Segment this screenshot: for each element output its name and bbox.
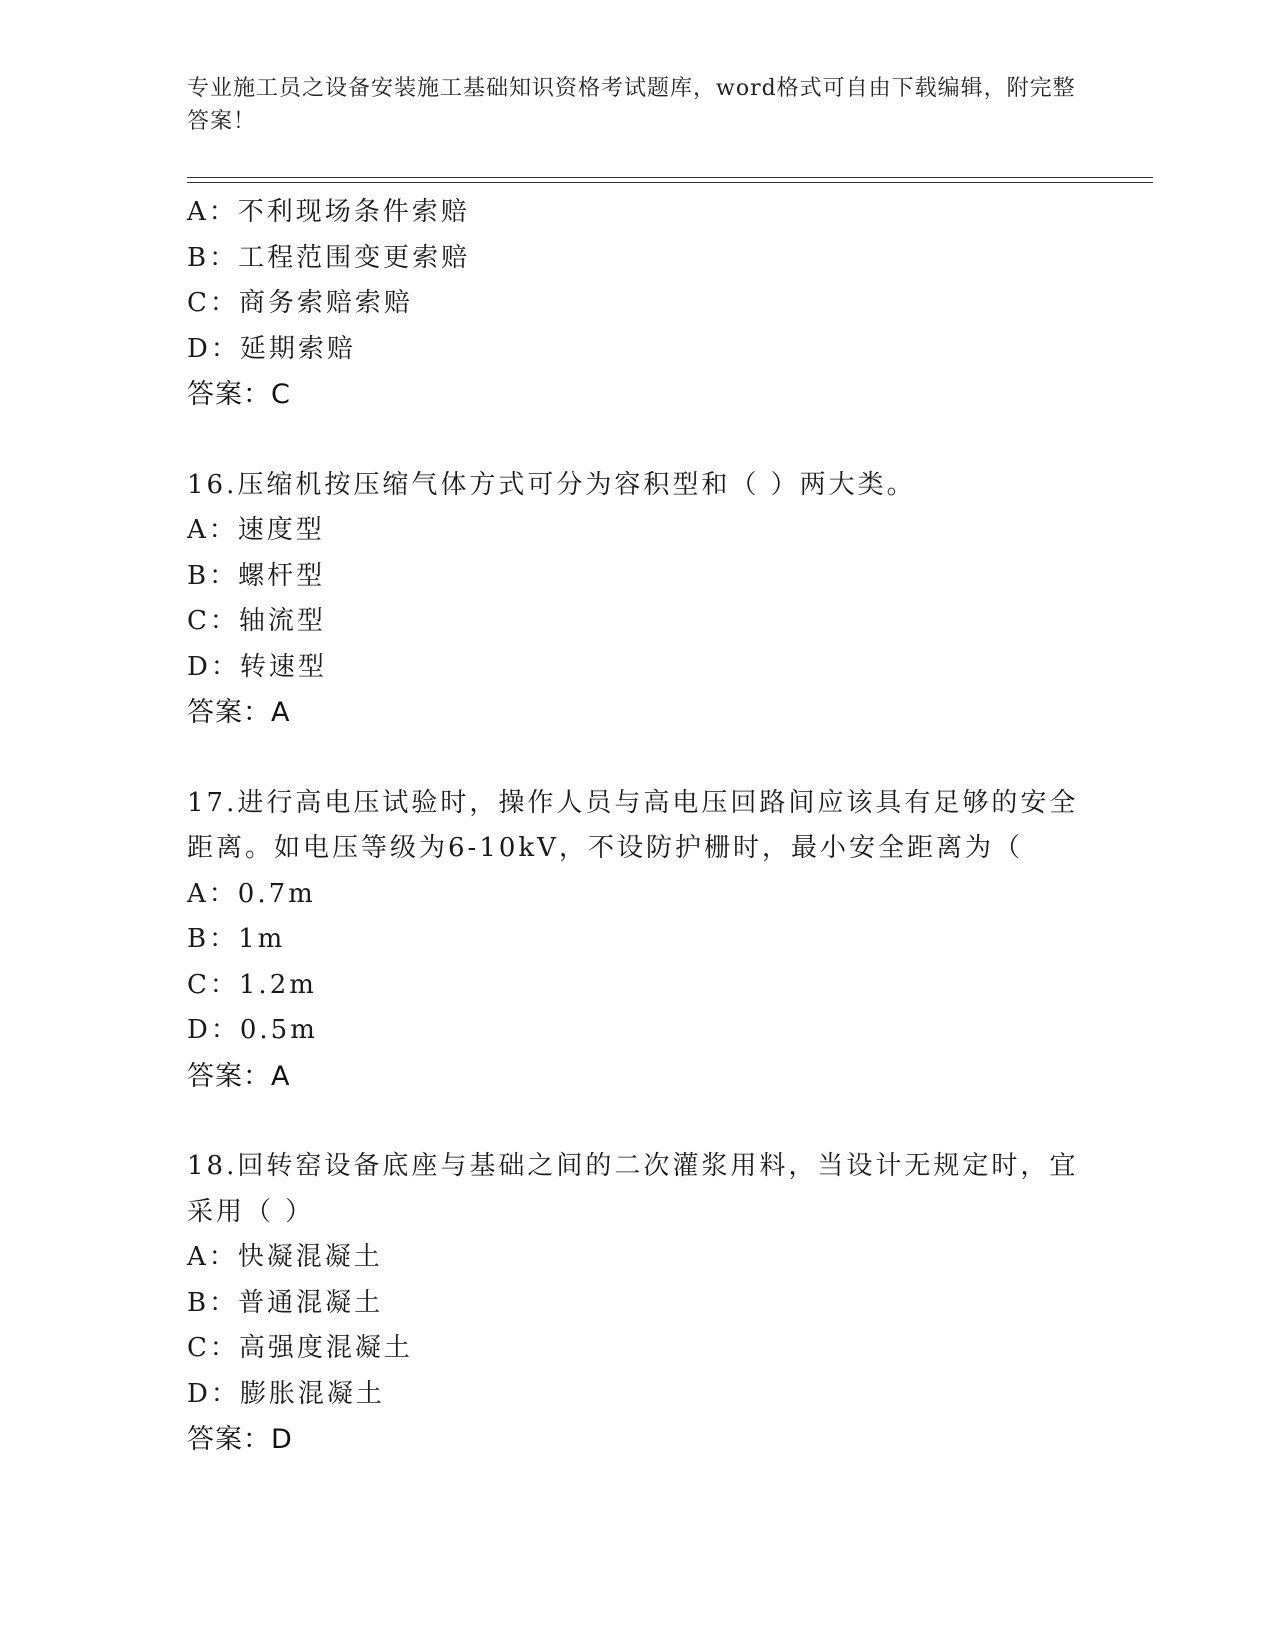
option-a: A：不利现场条件索赔 — [187, 197, 470, 227]
option-a: A：速度型 — [187, 515, 325, 545]
option-c: C：商务索赔索赔 — [187, 288, 413, 318]
block-spacer — [187, 1099, 1087, 1144]
option-b: B：螺杆型 — [187, 560, 326, 591]
option-d: D：转速型 — [187, 651, 327, 682]
option-d: D：膨胀混凝土 — [187, 1378, 385, 1409]
question-list — [187, 190, 1087, 1463]
option-b: B：普通混凝土 — [187, 1287, 384, 1318]
question-text: 18.回转窑设备底座与基础之间的二次灌浆用料，当设计无规定时，宜采用（ ） — [187, 1151, 1079, 1227]
question-text: 17.进行高电压试验时，操作人员与高电压回路间应该具有足够的安全距离。如电压等级为6-10kV，不设防护栅时，最小安全距离为（ — [187, 787, 1079, 863]
header-divider-top — [187, 177, 1153, 178]
option-b: B：工程范围变更索赔 — [187, 242, 471, 273]
option-c: C：轴流型 — [187, 606, 326, 636]
answer-label: 答案：D — [187, 1424, 293, 1455]
option-a: A：0.7m — [187, 878, 316, 909]
answer-label: 答案：A — [187, 697, 291, 728]
question-block-17 — [187, 781, 1087, 1100]
question-block-15 — [187, 190, 1087, 418]
block-spacer — [187, 418, 1087, 463]
option-c: C：高强度混凝土 — [187, 1333, 413, 1363]
question-block-16 — [187, 463, 1087, 736]
answer-label: 答案：C — [187, 379, 291, 410]
question-block-18 — [187, 1144, 1087, 1463]
option-d: D：0.5m — [187, 1015, 318, 1045]
block-spacer — [187, 736, 1087, 781]
question-text: 16.压缩机按压缩气体方式可分为容积型和（ ）两大类。 — [187, 469, 916, 500]
document-header: 专业施工员之设备安装施工基础知识资格考试题库，word格式可自由下载编辑，附完整答案！ — [187, 76, 1076, 134]
option-c: C：1.2m — [187, 969, 317, 1000]
header-divider-bottom — [187, 182, 1153, 183]
option-a: A：快凝混凝土 — [187, 1242, 383, 1272]
answer-label: 答案：A — [187, 1060, 291, 1092]
option-d: D：延期索赔 — [187, 333, 356, 364]
option-b: B：1m — [187, 924, 286, 954]
